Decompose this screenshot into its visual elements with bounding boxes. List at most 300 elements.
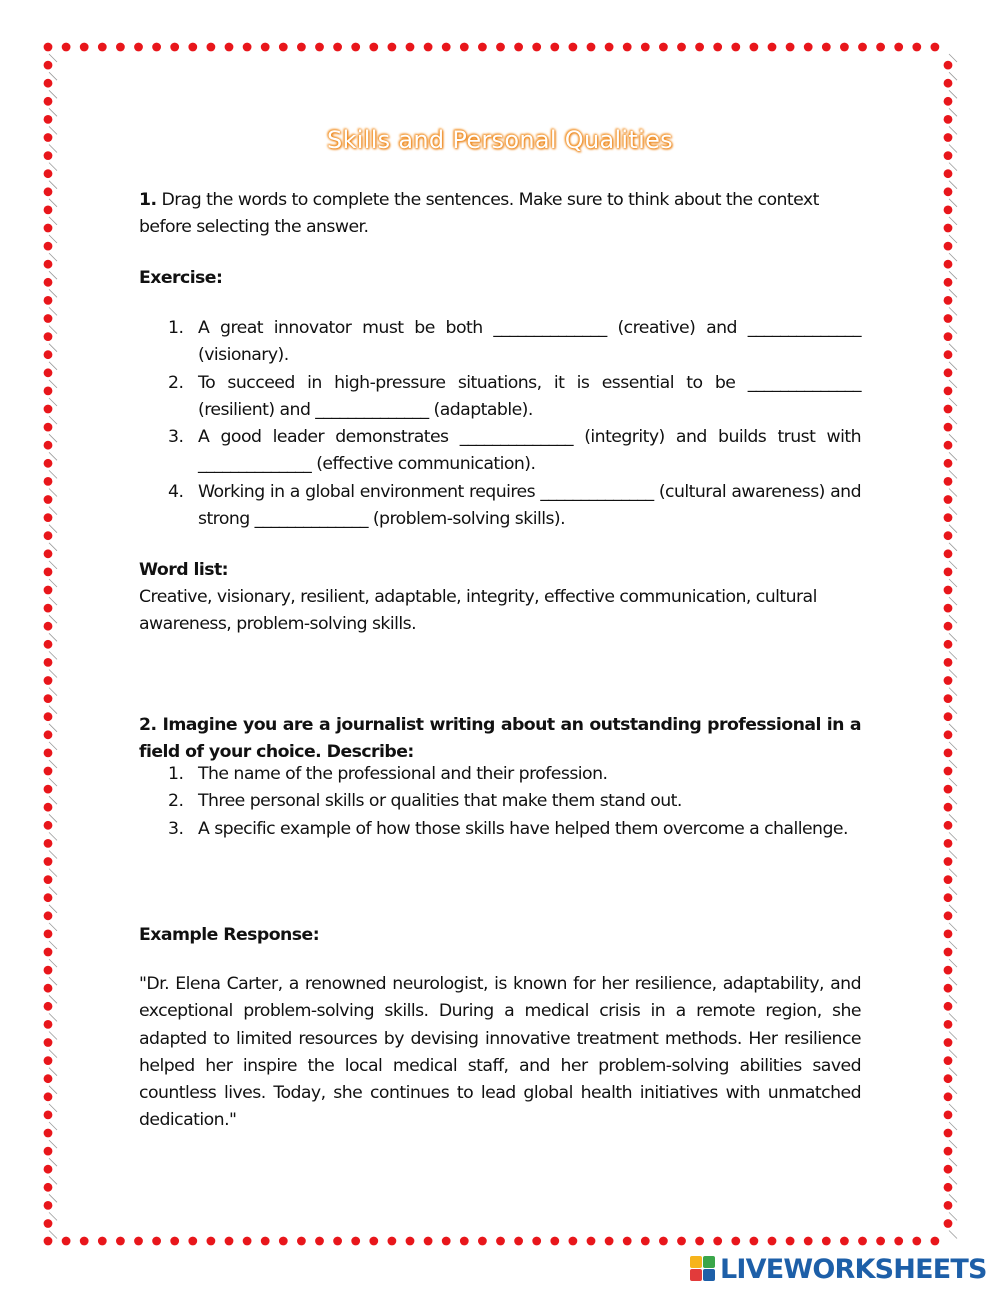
- border-dot: [333, 1237, 342, 1246]
- example-heading: Example Response:: [139, 925, 320, 945]
- border-tick: [949, 597, 957, 605]
- border-dot: [569, 43, 578, 52]
- border-dot: [478, 1237, 487, 1246]
- border-dot: [44, 1165, 53, 1174]
- border-dot: [44, 1201, 53, 1210]
- border-dot: [944, 531, 953, 540]
- border-dot: [944, 749, 953, 758]
- border-tick: [949, 489, 957, 497]
- border-dot: [944, 350, 953, 359]
- border-dot: [44, 1183, 53, 1192]
- exercise-item-text[interactable]: A good leader demonstrates ______________ (integrity) and builds trust with ______________ (effective communication).: [198, 427, 861, 475]
- border-dot: [944, 1092, 953, 1101]
- border-dot: [944, 821, 953, 830]
- border-dot: [532, 1237, 541, 1246]
- border-tick: [949, 760, 957, 768]
- border-dot: [944, 622, 953, 631]
- border-dot: [44, 821, 53, 830]
- border-dot: [44, 495, 53, 504]
- border-tick: [949, 307, 957, 315]
- border-dot: [876, 1237, 885, 1246]
- border-dot: [944, 839, 953, 848]
- border-tick: [949, 995, 957, 1003]
- border-dot: [713, 1237, 722, 1246]
- border-dot: [944, 875, 953, 884]
- border-dot: [460, 43, 469, 52]
- border-dot: [261, 1237, 270, 1246]
- page-title: Skills and Personal Qualities: [327, 126, 673, 154]
- border-dot: [944, 694, 953, 703]
- border-dot: [44, 1002, 53, 1011]
- border-tick: [949, 1086, 957, 1094]
- border-dot: [44, 97, 53, 106]
- border-dot: [822, 1237, 831, 1246]
- border-tick: [49, 688, 57, 696]
- border-dot: [388, 43, 397, 52]
- border-dot: [840, 1237, 849, 1246]
- border-tick: [49, 851, 57, 859]
- border-dot: [944, 1129, 953, 1138]
- border-dot: [134, 43, 143, 52]
- border-dot: [944, 1038, 953, 1047]
- border-dot: [369, 43, 378, 52]
- border-tick: [949, 90, 957, 98]
- border-dot: [944, 405, 953, 414]
- border-dot: [44, 803, 53, 812]
- border-dot: [207, 43, 216, 52]
- border-dot: [44, 767, 53, 776]
- border-tick: [49, 579, 57, 587]
- exercise-item-text[interactable]: To succeed in high-pressure situations, it is essential to be ______________ (resilient) and ______________ (adaptable).: [198, 372, 861, 420]
- border-tick: [949, 452, 957, 460]
- border-dot: [406, 43, 415, 52]
- border-dot: [731, 43, 740, 52]
- example-response: "Dr. Elena Carter, a renowned neurologist, is known for her resilience, adaptability, and exceptional problem-solving skills. During a medical crisis in a remote region, she adapted to limited resources by devising innovative treatment methods. Her resilience helped her inspire the local medical staff, and her problem-solving abilities saved countless lives. Today, she continues to lead global health initiatives with unmatched dedication.": [139, 974, 861, 1131]
- border-tick: [949, 217, 957, 225]
- border-dot: [532, 43, 541, 52]
- border-dot: [569, 1237, 578, 1246]
- border-dot: [944, 640, 953, 649]
- border-dot: [44, 1074, 53, 1083]
- border-dot: [944, 948, 953, 957]
- border-dot: [894, 43, 903, 52]
- border-dot: [243, 43, 252, 52]
- border-dot: [944, 296, 953, 305]
- border-dot: [406, 1237, 415, 1246]
- border-tick: [49, 1050, 57, 1058]
- border-tick: [949, 470, 957, 478]
- border-dot: [44, 640, 53, 649]
- border-dot: [44, 242, 53, 251]
- border-tick: [49, 561, 57, 569]
- exercise-heading: Exercise:: [139, 268, 223, 288]
- border-dot: [858, 1237, 867, 1246]
- border-dot: [944, 1020, 953, 1029]
- border-dot: [44, 875, 53, 884]
- border-dot: [822, 43, 831, 52]
- border-dot: [44, 1111, 53, 1120]
- border-tick: [49, 181, 57, 189]
- border-tick: [49, 832, 57, 840]
- border-tick: [949, 54, 957, 62]
- border-dot: [369, 1237, 378, 1246]
- border-tick: [49, 253, 57, 261]
- border-tick: [949, 398, 957, 406]
- border-dot: [659, 43, 668, 52]
- border-dot: [44, 694, 53, 703]
- border-dot: [944, 314, 953, 323]
- border-tick: [49, 887, 57, 895]
- border-dot: [442, 43, 451, 52]
- border-dot: [98, 43, 107, 52]
- border-dot: [944, 1002, 953, 1011]
- instruction-text: Drag the words to complete the sentences. Make sure to think about the context before selecting the answer.: [139, 190, 819, 238]
- border-dot: [587, 43, 596, 52]
- border-dot: [297, 1237, 306, 1246]
- border-dot: [62, 1237, 71, 1246]
- border-dot: [786, 43, 795, 52]
- border-dot: [944, 97, 953, 106]
- border-tick: [949, 380, 957, 388]
- border-dot: [786, 1237, 795, 1246]
- border-dot: [44, 79, 53, 88]
- border-tick: [949, 235, 957, 243]
- exercise-item-text[interactable]: Working in a global environment requires ______________ (cultural awareness) and strong ______________ (problem-solving skills).: [198, 481, 861, 530]
- border-dot: [944, 368, 953, 377]
- border-dot: [695, 43, 704, 52]
- border-tick: [949, 923, 957, 931]
- border-tick: [49, 525, 57, 533]
- border-dot: [944, 893, 953, 902]
- border-dot: [44, 749, 53, 758]
- border-dot: [44, 260, 53, 269]
- border-dot: [44, 1056, 53, 1065]
- border-tick: [949, 724, 957, 732]
- border-dot: [944, 604, 953, 613]
- border-tick: [49, 651, 57, 659]
- border-dot: [315, 1237, 324, 1246]
- border-dot: [804, 1237, 813, 1246]
- border-tick: [49, 1176, 57, 1184]
- border-tick: [49, 362, 57, 370]
- border-tick: [949, 670, 957, 678]
- instruction-1: [139, 187, 861, 242]
- border-tick: [49, 742, 57, 750]
- border-dot: [944, 1147, 953, 1156]
- liveworksheets-logo-icon: [690, 1256, 716, 1282]
- border-tick: [949, 108, 957, 116]
- border-dot: [351, 43, 360, 52]
- border-tick: [49, 670, 57, 678]
- border-dot: [44, 839, 53, 848]
- border-dot: [944, 658, 953, 667]
- border-dot: [931, 43, 940, 52]
- border-dot: [641, 1237, 650, 1246]
- border-tick: [949, 796, 957, 804]
- border-tick: [949, 1104, 957, 1112]
- border-tick: [49, 1158, 57, 1166]
- border-tick: [949, 941, 957, 949]
- border-tick: [949, 181, 957, 189]
- border-dot: [315, 43, 324, 52]
- border-dot: [152, 1237, 161, 1246]
- border-tick: [949, 887, 957, 895]
- border-tick: [949, 959, 957, 967]
- border-tick: [49, 307, 57, 315]
- border-dot: [944, 712, 953, 721]
- border-dot: [116, 43, 125, 52]
- border-dot: [44, 586, 53, 595]
- border-dot: [44, 966, 53, 975]
- exercise-item: 3. A good leader demonstrates ______________ (integrity) and builds trust with ______________ (effective communication).: [168, 427, 861, 475]
- border-dot: [750, 1237, 759, 1246]
- border-dot: [279, 43, 288, 52]
- border-tick: [49, 778, 57, 786]
- border-dot: [605, 1237, 614, 1246]
- border-dot: [944, 423, 953, 432]
- exercise-item-text[interactable]: A great innovator must be both ______________ (creative) and ______________ (visionary).: [198, 318, 861, 366]
- border-dot: [44, 1237, 53, 1246]
- liveworksheets-logo[interactable]: [690, 1254, 987, 1284]
- border-dot: [279, 1237, 288, 1246]
- border-tick: [49, 977, 57, 985]
- describe-list: [139, 761, 861, 843]
- border-tick: [49, 995, 57, 1003]
- border-dot: [944, 79, 953, 88]
- border-dot: [858, 43, 867, 52]
- border-tick: [949, 434, 957, 442]
- border-dot: [44, 224, 53, 233]
- border-tick: [949, 651, 957, 659]
- border-tick: [949, 905, 957, 913]
- border-dot: [44, 622, 53, 631]
- border-tick: [949, 1013, 957, 1021]
- border-tick: [949, 163, 957, 171]
- border-dot: [44, 423, 53, 432]
- border-tick: [949, 1194, 957, 1202]
- border-dot: [750, 43, 759, 52]
- border-dot: [44, 984, 53, 993]
- border-dot: [894, 1237, 903, 1246]
- border-tick: [949, 1176, 957, 1184]
- border-dot: [207, 1237, 216, 1246]
- border-dot: [944, 1074, 953, 1083]
- border-tick: [49, 796, 57, 804]
- border-dot: [225, 1237, 234, 1246]
- border-tick: [49, 1122, 57, 1130]
- border-tick: [949, 1140, 957, 1148]
- border-dot: [944, 260, 953, 269]
- describe-item: 3. A specific example of how those skills have helped them overcome a challenge.: [168, 818, 848, 839]
- describe-item: 1. The name of the professional and their profession.: [168, 764, 608, 784]
- border-dot: [931, 1237, 940, 1246]
- border-tick: [49, 760, 57, 768]
- border-dot: [944, 676, 953, 685]
- border-tick: [49, 597, 57, 605]
- border-dot: [944, 1219, 953, 1228]
- border-tick: [49, 434, 57, 442]
- border-tick: [49, 1086, 57, 1094]
- border-dot: [768, 1237, 777, 1246]
- border-dot: [297, 43, 306, 52]
- border-dot: [170, 43, 179, 52]
- border-dot: [188, 1237, 197, 1246]
- border-tick: [949, 1068, 957, 1076]
- border-dot: [44, 332, 53, 341]
- border-dot: [388, 1237, 397, 1246]
- border-tick: [949, 1231, 957, 1239]
- border-tick: [949, 977, 957, 985]
- border-tick: [949, 778, 957, 786]
- border-dot: [44, 1147, 53, 1156]
- border-tick: [949, 633, 957, 641]
- border-tick: [49, 398, 57, 406]
- border-tick: [949, 1050, 957, 1058]
- border-dot: [44, 405, 53, 414]
- border-dot: [44, 893, 53, 902]
- border-tick: [49, 452, 57, 460]
- border-tick: [49, 814, 57, 822]
- border-dot: [44, 1020, 53, 1029]
- border-dot: [152, 43, 161, 52]
- border-dot: [44, 785, 53, 794]
- border-dot: [424, 43, 433, 52]
- describe-item: 2. Three personal skills or qualities that make them stand out.: [168, 791, 682, 812]
- border-dot: [944, 278, 953, 287]
- border-dot: [713, 43, 722, 52]
- border-dot: [44, 296, 53, 305]
- border-tick: [49, 235, 57, 243]
- border-tick: [49, 543, 57, 551]
- border-tick: [49, 923, 57, 931]
- border-tick: [49, 1140, 57, 1148]
- border-dot: [944, 930, 953, 939]
- border-tick: [949, 1122, 957, 1130]
- border-dot: [605, 43, 614, 52]
- border-dot: [876, 43, 885, 52]
- exercise-item: 2. To succeed in high-pressure situations, it is essential to be ______________ (resilient) and ______________ (adaptable).: [168, 372, 861, 420]
- border-dot: [840, 43, 849, 52]
- border-dot: [44, 1129, 53, 1138]
- border-dot: [944, 911, 953, 920]
- border-dot: [912, 1237, 921, 1246]
- border-tick: [949, 742, 957, 750]
- border-dot: [496, 43, 505, 52]
- border-dot: [44, 568, 53, 577]
- border-tick: [949, 416, 957, 424]
- border-dot: [44, 387, 53, 396]
- border-dot: [944, 857, 953, 866]
- border-tick: [49, 489, 57, 497]
- border-tick: [949, 1032, 957, 1040]
- border-tick: [49, 905, 57, 913]
- border-tick: [49, 217, 57, 225]
- border-dot: [442, 1237, 451, 1246]
- border-tick: [49, 1104, 57, 1112]
- border-dot: [44, 278, 53, 287]
- border-tick: [49, 1194, 57, 1202]
- border-dot: [44, 368, 53, 377]
- border-dot: [677, 1237, 686, 1246]
- border-dot: [44, 314, 53, 323]
- border-tick: [49, 633, 57, 641]
- border-tick: [49, 1212, 57, 1220]
- border-tick: [949, 344, 957, 352]
- instruction-number: 1.: [139, 190, 157, 210]
- border-tick: [949, 615, 957, 623]
- border-tick: [949, 832, 957, 840]
- border-tick: [49, 724, 57, 732]
- border-dot: [225, 43, 234, 52]
- border-dot: [116, 1237, 125, 1246]
- border-tick: [49, 289, 57, 297]
- border-dot: [944, 1165, 953, 1174]
- word-list: Creative, visionary, resilient, adaptable, integrity, effective communication, cultural awareness, problem-solving skills.: [139, 587, 817, 635]
- border-dot: [944, 187, 953, 196]
- border-dot: [62, 43, 71, 52]
- border-dot: [134, 1237, 143, 1246]
- border-dot: [44, 549, 53, 558]
- border-dot: [44, 911, 53, 920]
- border-dot: [44, 857, 53, 866]
- border-dot: [44, 477, 53, 486]
- border-dot: [424, 1237, 433, 1246]
- border-dot: [623, 1237, 632, 1246]
- border-tick: [49, 615, 57, 623]
- word-list-heading: Word list:: [139, 560, 229, 580]
- border-dot: [44, 930, 53, 939]
- border-dot: [44, 1092, 53, 1101]
- border-dot: [944, 441, 953, 450]
- border-tick: [49, 869, 57, 877]
- border-tick: [949, 72, 957, 80]
- border-tick: [949, 289, 957, 297]
- border-dot: [623, 43, 632, 52]
- border-dot: [243, 1237, 252, 1246]
- border-dot: [80, 43, 89, 52]
- border-tick: [949, 706, 957, 714]
- border-tick: [949, 579, 957, 587]
- border-dot: [944, 332, 953, 341]
- border-dot: [944, 803, 953, 812]
- border-tick: [949, 561, 957, 569]
- border-dot: [944, 1111, 953, 1120]
- border-tick: [49, 959, 57, 967]
- border-tick: [949, 326, 957, 334]
- border-dot: [641, 43, 650, 52]
- border-tick: [49, 1068, 57, 1076]
- border-dot: [659, 1237, 668, 1246]
- border-tick: [49, 1032, 57, 1040]
- border-dot: [944, 549, 953, 558]
- border-dot: [44, 206, 53, 215]
- border-dot: [261, 43, 270, 52]
- border-tick: [49, 326, 57, 334]
- border-tick: [49, 108, 57, 116]
- instruction-2: 2. Imagine you are a journalist writing about an outstanding professional in a field of your choice. Describe:: [139, 715, 861, 763]
- border-dot: [944, 785, 953, 794]
- border-dot: [98, 1237, 107, 1246]
- border-tick: [49, 163, 57, 171]
- border-dot: [514, 1237, 523, 1246]
- border-dot: [944, 61, 953, 70]
- border-tick: [949, 1158, 957, 1166]
- border-tick: [49, 941, 57, 949]
- exercise-list: [139, 315, 861, 533]
- border-tick: [49, 470, 57, 478]
- border-dot: [44, 676, 53, 685]
- border-dot: [768, 43, 777, 52]
